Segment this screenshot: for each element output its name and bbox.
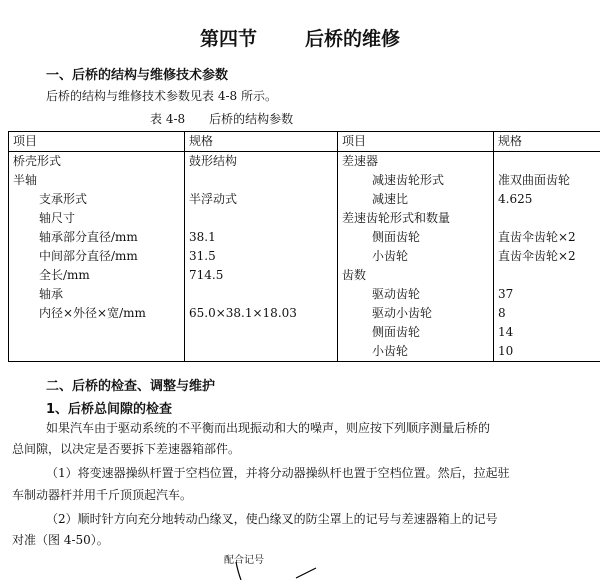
- page-title: [0, 24, 600, 51]
- table-cell: 14: [494, 323, 600, 342]
- table-cell: 38.1: [185, 228, 338, 247]
- table-cell: 半浮动式: [185, 190, 338, 209]
- table-cell: 驱动齿轮: [338, 285, 494, 304]
- table-row: [9, 152, 600, 172]
- table-cell: 全长/mm: [9, 266, 185, 285]
- table-row: [9, 190, 600, 209]
- table-caption-title: 后桥的结构参数: [209, 112, 294, 126]
- table-cell: 中间部分直径/mm: [9, 247, 185, 266]
- figure-callout-label: 配合记号: [224, 555, 264, 566]
- table-cell: 轴承: [9, 285, 185, 304]
- table-row: [9, 266, 600, 285]
- section-1-intro: 后桥的结构与维修技术参数见表 4-8 所示。: [46, 89, 277, 103]
- table-cell: 侧面齿轮: [338, 323, 494, 342]
- table-cell: 小齿轮: [338, 342, 494, 362]
- paragraph-line: 总间隙，以决定是否要拆下差速器箱部件。: [12, 442, 241, 456]
- table-cell: 齿数: [338, 266, 494, 285]
- table-cell: 鼓形结构: [185, 152, 338, 172]
- table-cell: 差速齿轮形式和数量: [338, 209, 494, 228]
- table-cell: [185, 342, 338, 362]
- section-1-heading: 一、后桥的结构与维修技术参数: [46, 68, 229, 83]
- table-cell: 内径×外径×宽/mm: [9, 304, 185, 323]
- table-cell: 直齿伞齿轮×2: [494, 228, 600, 247]
- table-cell: 减速齿轮形式: [338, 171, 494, 190]
- table-cell: 直齿伞齿轮×2: [494, 247, 600, 266]
- table-row: [9, 323, 600, 342]
- table-caption: [150, 110, 293, 127]
- figure-leader-lines: [0, 560, 600, 580]
- paragraph-line: 车制动器杆并用千斤顶顶起汽车。: [12, 488, 193, 502]
- table-row: [9, 342, 600, 362]
- table-cell: 65.0×38.1×18.03: [185, 304, 338, 323]
- table-cell: 驱动小齿轮: [338, 304, 494, 323]
- paragraph-line: （1）将变速器操纵杆置于空档位置，并将分动器操纵杆也置于空档位置。然后，拉起驻: [46, 466, 510, 480]
- subsection-heading: 1、后桥总间隙的检查: [46, 402, 173, 417]
- table-header-cell: 规格: [185, 132, 338, 152]
- section-2-heading: 二、后桥的检查、调整与维护: [46, 379, 216, 394]
- table-header-cell: 项目: [9, 132, 185, 152]
- paragraph-line: 对准（图 4-50）。: [12, 533, 109, 547]
- table-cell: 轴尺寸: [9, 209, 185, 228]
- chapter-name: 后桥的维修: [305, 28, 401, 50]
- table-row: [9, 228, 600, 247]
- table-cell: 小齿轮: [338, 247, 494, 266]
- table-cell: 714.5: [185, 266, 338, 285]
- table-cell: 轴承部分直径/mm: [9, 228, 185, 247]
- table-cell: [185, 285, 338, 304]
- table-cell: [494, 266, 600, 285]
- table-cell: 4.625: [494, 190, 600, 209]
- table-cell: 侧面齿轮: [338, 228, 494, 247]
- table-cell: 桥壳形式: [9, 152, 185, 172]
- table-cell: 减速比: [338, 190, 494, 209]
- table-row: [9, 247, 600, 266]
- table-cell: 10: [494, 342, 600, 362]
- paragraph-line: （2）顺时针方向充分地转动凸缘叉，使凸缘叉的防尘罩上的记号与差速器箱上的记号: [46, 512, 498, 526]
- table-row: [9, 209, 600, 228]
- table-body: [9, 152, 600, 362]
- table-row: [9, 304, 600, 323]
- paragraph-line: 如果汽车由于驱动系统的不平衡而出现振动和大的噪声，则应按下列顺序测量后桥的: [46, 421, 491, 435]
- table-cell: 半轴: [9, 171, 185, 190]
- table-header-row: [9, 132, 600, 152]
- table-cell: [9, 342, 185, 362]
- table-header-cell: 规格: [494, 132, 600, 152]
- table-cell: [185, 171, 338, 190]
- table-header-cell: 项目: [338, 132, 494, 152]
- table-row: [9, 285, 600, 304]
- table-cell: [185, 209, 338, 228]
- chapter-number: 第四节: [199, 28, 257, 50]
- table-cell: [494, 152, 600, 172]
- table-cell: 差速器: [338, 152, 494, 172]
- table-cell: 支承形式: [9, 190, 185, 209]
- table-cell: [9, 323, 185, 342]
- table-cell: 37: [494, 285, 600, 304]
- table-cell: [185, 323, 338, 342]
- table-caption-number: 表 4-8: [150, 112, 186, 126]
- table-row: [9, 171, 600, 190]
- table-cell: [494, 209, 600, 228]
- rear-axle-params-table: [8, 131, 600, 362]
- table-cell: 8: [494, 304, 600, 323]
- table-cell: 31.5: [185, 247, 338, 266]
- table-cell: 准双曲面齿轮: [494, 171, 600, 190]
